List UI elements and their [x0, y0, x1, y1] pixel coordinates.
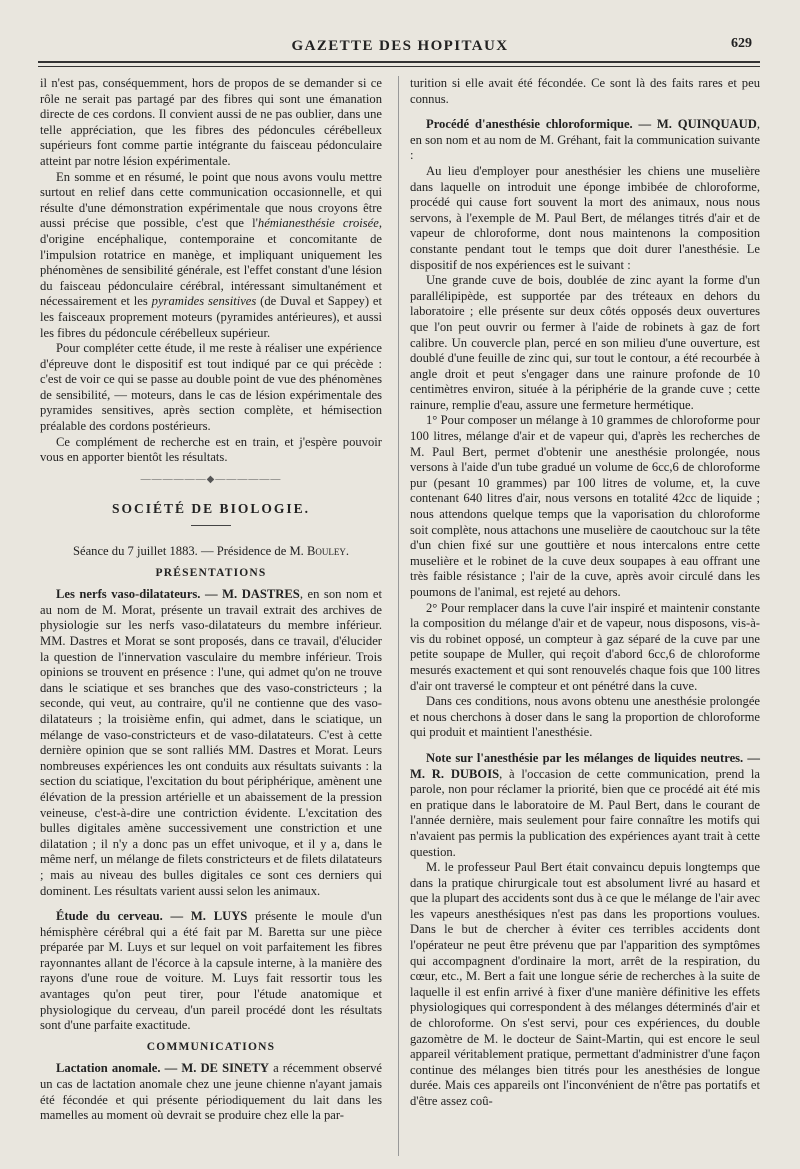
left-column [40, 76, 382, 1124]
right-column [410, 76, 760, 1110]
header-rule-thin [38, 66, 760, 67]
journal-title: GAZETTE DES HOPITAUX [291, 38, 509, 54]
seance-line: Séance du 7 juillet 1883. — Présidence de M. Bouley. [72, 544, 350, 559]
article-cerveau: Étude du cerveau. — M. LUYS présente le moule d'un hémisphère cérébral qui a été fait par M. Baretta sur une pièce préparée par M. Luys et sur lequel on voit parfaitement les fibres rayonnantes allant de l'écorce à la capsule interne, à la manière des rayons d'une roue de voiture. M. Luys fait ressortir tous les avantages qu'on peut tirer, pour l'étude anatomique et physiologique du cerveau, d'un pareil procédé dont les résultats sont d'une parfaite exactitude. [40, 909, 382, 1033]
divider [191, 525, 231, 526]
paragraph: Ce complément de recherche est en train, et j'espère pouvoir vous en apporter bientôt les résultats. [40, 434, 382, 465]
subheading-communications: COMMUNICATIONS [146, 1040, 276, 1053]
paragraph: 1° Pour composer un mélange à 10 grammes de chloroforme pour 100 litres, mélange d'air et de vapeur qui, d'après les recherches de M. Paul Bert, permet d'obtenir une anesthésie prolongée, nous versons à l'aide d'un tube gradué un volume de 6cc,6 de chloroforme pur (pesant 10 grammes) par 100 litres de volume, et, la cuve contenant 640 litres d'air, nous versons en totalité 42cc de liquide ; nous attendons quelque temps que la vaporisation du chloroforme soit complète, nous attachons une muselière de caoutchouc sur la tête d'un chien fixé sur une gouttière et nous intercalons entre cette muselière et le robinet de la cuve deux soupapes à eau offrant une très faible résistance ; l'air de la cuve, après avoir circulé dans les poumons de l'animal, est rejeté au dehors. [410, 413, 760, 599]
paragraph: 2° Pour remplacer dans la cuve l'air inspiré et maintenir constante la composition du mélange d'air et de vapeur, nous disposons, vis-à-vis du robinet opposé, un compteur à gaz séparé de la cuve par une petite soupape de Muller, qui reçoit d'abord 6cc,6 de chloroforme mesurés exactement et qui sont renouvelés chaque fois que 100 litres d'air ont traversé le compteur et ont pénétré dans la cuve. [410, 600, 760, 693]
article-nerfs: Les nerfs vaso-dilatateurs. — M. DASTRES, en son nom et au nom de M. Morat, présente un travail extrait des archives de physiologie sur les nerfs vaso-dilatateurs du membre inférieur. MM. Dastres et Morat se sont proposés, dans ce travail, d'élucider la question de l'innervation vasculaire du membre inférieur. Trois opinions se trouvent en présence : l'une, qui admet qu'on ne trouve dans le sciatique et ses branches que des vaso-constricteurs ; la seconde, qui veut, au contraire, qu'il ne contienne que des vaso-dilatateurs ; la troisième enfin, qui admet, dans le sciatique, un mélange de vaso-constricteurs et de vaso-dilatateurs. C'est à cette dernière opinion que se sont ralliés MM. Dastres et Morat. Leurs nombreuses expériences les ont conduits aux résultats suivants : la section du sciatique, l'excitation du bout périphérique, amènent une élévation de la pression artérielle et un abaissement de la pression veineuse, c'est-à-dire une contriction évidente. L'excitation des bulles digitales amène successivement une constriction et une dilatation ; il n'y a donc pas un effet univoque, et il y a, dans le même nerf, un mélange de filets constricteurs et de filets dilatateurs ; mais au niveau des bulles digitales ce sont ces derniers qui dominent. Les résultats varient aussi selon les animaux. [40, 587, 382, 898]
section-title: SOCIÉTÉ DE BIOLOGIE. [112, 501, 310, 517]
column-divider [398, 76, 399, 1156]
paragraph: M. le professeur Paul Bert était convaincu depuis longtemps que dans la pratique chirurgicale tout est absolument livré au hasard et que la plupart des accidents sont dus à ce que le mélange de l'air avec les vapeurs anesthésiques n'est pas dans les proportions voulues. Dans le but de chercher à éviter ces terribles accidents dont l'opérateur ne peut être prévenu que par l'apparition des symptômes qui accompagnent d'ordinaire la mort, arrêt de la respiration, du cœur, etc., M. Bert a fait une longue série de recherches à la suite de laquelle il est enfin arrivé à fixer d'une manière définitive les effets physiologiques qui correspondent à des mélanges déterminés d'air et de chloroforme. On s'est servi, pour ces expériences, du double gazomètre de M. le docteur de Saint-Martin, qui est encore le seul appareil véritablement pratique, permettant d'administrer d'une façon continue des mélanges bien titrés pour les anesthésies de longue durée. Mais ces appareils ont l'inconvénient de n'être pas portatifs et d'être assez coû- [410, 860, 760, 1108]
paragraph: Une grande cuve de bois, doublée de zinc ayant la forme d'un parallélipipède, est supportée par des tréteaux en dehors du laboratoire ; elle présente sur deux côtés opposés deux ouvertures que l'on peut ouvrir ou fermer à l'aide de robinets à gaz de fort calibre. Un couvercle plan, percé en son milieu d'une ouverture, est doublé d'une feuille de zinc qui, sur tout le contour, a été recourbée à angle droit et peut s'engager dans une rainure profonde de 10 centimètres environ, située à la périphérie de la grande cuve ; cette rainure, remplie d'eau, assure une fermeture hermétique. [410, 273, 760, 412]
paragraph: En somme et en résumé, le point que nous avons voulu mettre surtout en relief dans cette communication occasionnelle, et qui résulte d'une démonstration expérimentale que nous croyons être aussi précise que possible, c'est que l'hémianesthésie croisée, d'origine encéphalique, contemporaine et concomitante de l'impulsion rotatrice en manège, et impliquant uniquement les phénomènes de sensibilité générale, est l'effet constant d'une lésion du faisceau pédonculaire cérébral, intéressant simultanément et nécessairement et les pyramides sensitives (de Duval et Sappey) et les faisceaux proprement moteurs (pyramides antérieures), et aussi les fibres du pédoncule cérébelleux supérieur. [40, 169, 382, 340]
paragraph: il n'est pas, conséquemment, hors de propos de se demander si ce rôle ne serait pas partagé par des fibres qui sont une émanation directe de ces cordons. Il convient aussi de ne pas oublier, dans une telle appréciation, que les fibres des pédoncules cérébelleux supérieurs font comme partie intégrante du faisceau pédonculaire atteint par notre lésion expérimentale. [40, 76, 382, 168]
paragraph: Dans ces conditions, nous avons obtenu une anesthésie prolongée et nous cherchons à doser dans le sang la proportion de chloroforme qui produit et maintient l'anesthésie. [410, 694, 760, 740]
paragraph: Pour compléter cette étude, il me reste à réaliser une expérience d'épreuve dont le dispositif est tout indiqué par ce qui précède : c'est de voir ce qui se passe au double point de vue des phénomènes de sensibilité, — moteurs, dans le cas de lésion expérimentale des pyramides sensitives, après section complète, et hémisection préalable des cordons postérieurs. [40, 341, 382, 434]
ornament-divider: ——————◆—————— [140, 473, 282, 485]
article-anesthesie: Procédé d'anesthésie chloroformique. — M. QUINQUAUD, en son nom et au nom de M. Gréhant, fait la communication suivante : [410, 117, 760, 163]
article-lactation: Lactation anomale. — M. DE SINETY a récemment observé un cas de lactation anomale chez une jeune chienne n'ayant jamais été fécondée et qui présente périodiquement du lait dans les mamelles au moment où devrait se produire chez elle la par- [40, 1061, 382, 1123]
paragraph: turition si elle avait été fécondée. Ce sont là des faits rares et peu connus. [410, 76, 760, 106]
subheading-presentations: PRÉSENTATIONS [155, 566, 267, 579]
article-note: Note sur l'anesthésie par les mélanges de liquides neutres. — M. R. DUBOIS, à l'occasion de cette communication, prend la parole, non pour réclamer la priorité, bien que ce procédé ait été mis en pratique dans le laboratoire de M. Paul Bert, dans le courant de l'année dernière, mais seulement pour faire connaître les motifs qui n'avaient pas permis la publication des expériences ayant trait à cette question. [410, 750, 760, 859]
page-number: 629 [731, 36, 752, 51]
paragraph: Au lieu d'employer pour anesthésier les chiens une muselière dans laquelle on introduit une éponge imbibée de chloroforme, procédé qui cause fort souvent la mort des animaux, nous nous servons, à l'exemple de M. Paul Bert, de mélanges titrés d'air et de vapeur de chloroforme, dont nous maintenons la composition constante pendant tout le temps que doit durer l'anesthésie. Le dispositif de nos expériences est le suivant : [410, 163, 760, 272]
header-rule [38, 61, 760, 63]
